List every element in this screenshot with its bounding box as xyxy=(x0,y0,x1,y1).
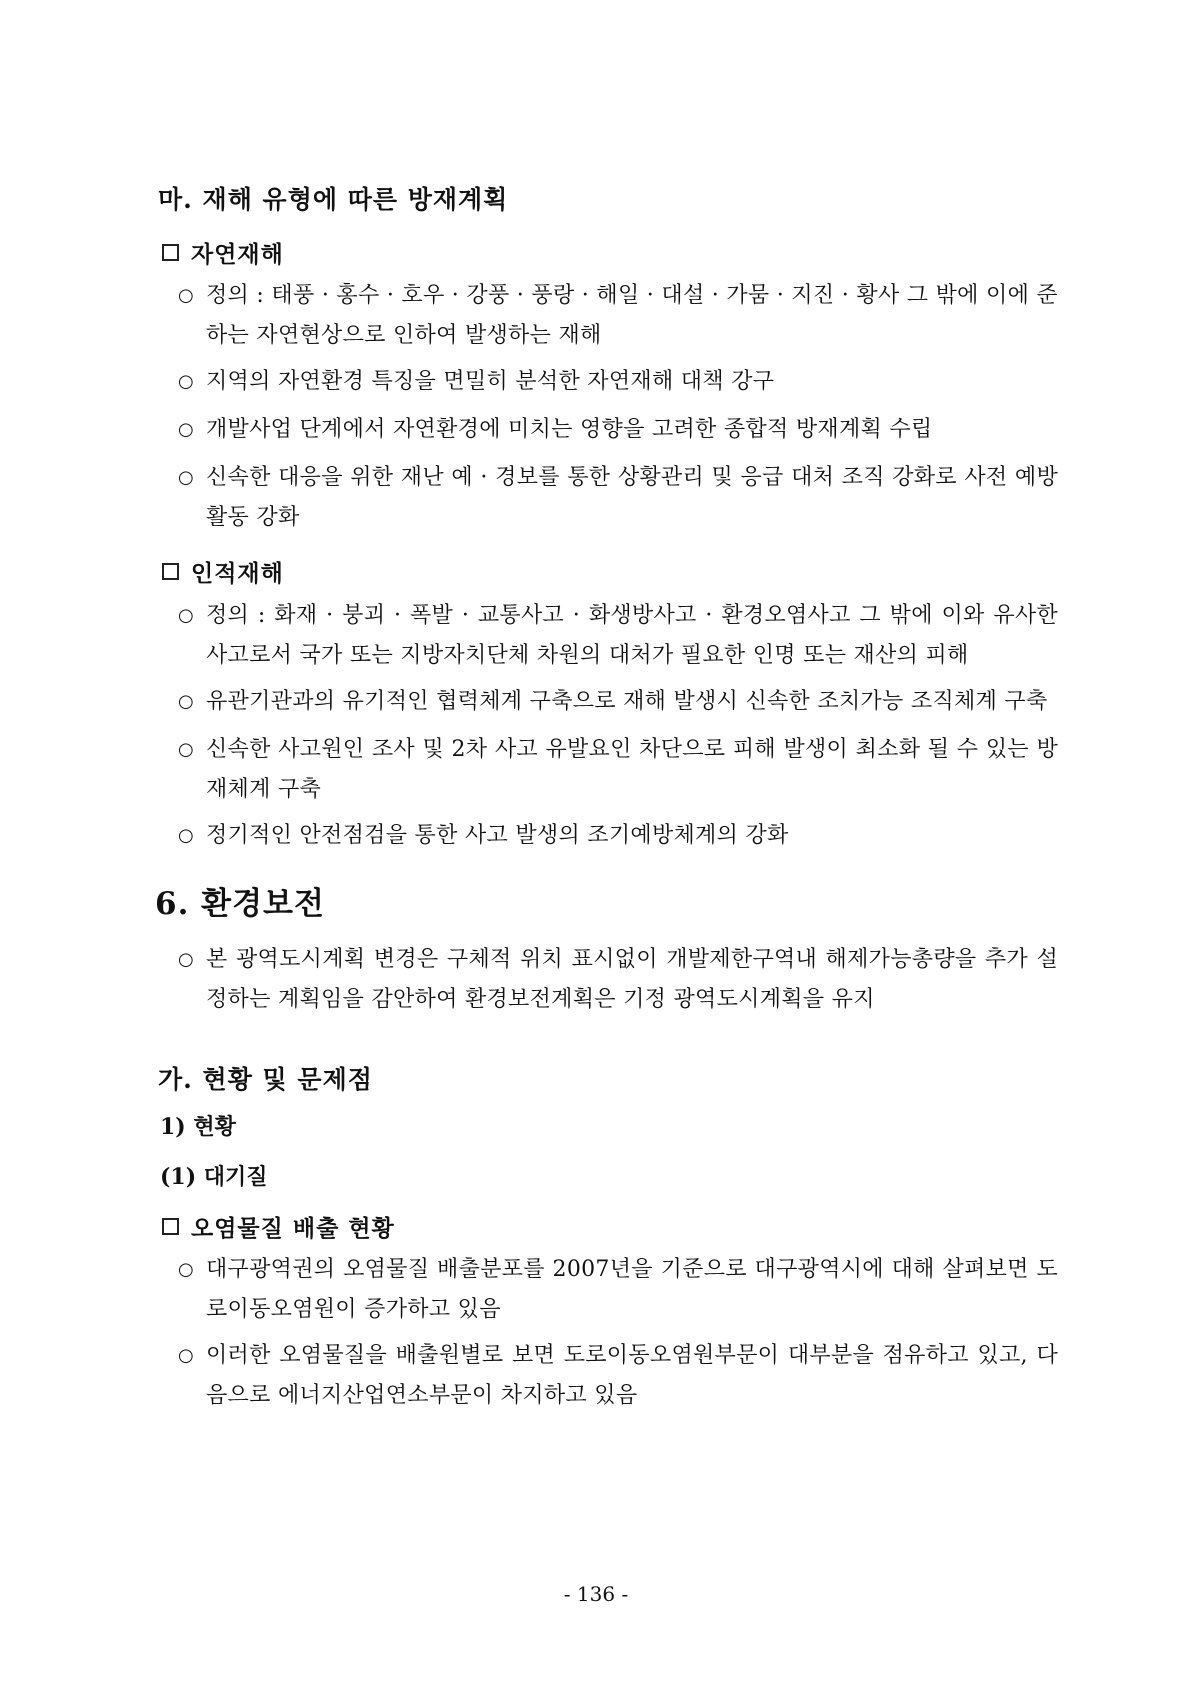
checkbox-square-icon xyxy=(162,244,179,261)
list-item xyxy=(178,682,1058,722)
circle-bullet-icon: ○ xyxy=(178,419,195,440)
list-item xyxy=(178,276,1058,356)
natural-disaster-heading-label: 자연재해 xyxy=(191,241,284,268)
list-item xyxy=(178,940,1058,1020)
list-item xyxy=(178,410,1058,450)
list-item-text: 본 광역도시계획 변경은 구체적 위치 표시없이 개발제한구역내 해제가능총량을 추가 설정하는 계획임을 감안하여 환경보전계획은 기정 광역도시계획을 유지 xyxy=(206,947,1058,1012)
pollution-heading xyxy=(162,1210,395,1243)
circle-bullet-icon: ○ xyxy=(178,691,195,712)
circle-bullet-icon: ○ xyxy=(178,371,195,392)
section-heading-6: 6. 환경보전 xyxy=(155,886,325,922)
list-item xyxy=(178,1336,1058,1416)
checkbox-square-icon xyxy=(162,1218,179,1235)
list-item xyxy=(178,730,1058,810)
circle-bullet-icon: ○ xyxy=(178,605,195,626)
list-item-text: 유관기관과의 유기적인 협력체계 구축으로 재해 발생시 신속한 조치가능 조직체계 구축 xyxy=(206,689,1048,714)
circle-bullet-icon: ○ xyxy=(178,467,195,488)
pollution-heading-label: 오염물질 배출 현황 xyxy=(191,1215,395,1242)
list-item-text: 신속한 대응을 위한 재난 예 · 경보를 통한 상황관리 및 응급 대처 조직 강화로 사전 예방활동 강화 xyxy=(206,465,1058,530)
list-item-text: 정의 : 태풍 · 홍수 · 호우 · 강풍 · 풍랑 · 해일 · 대설 · 가뭄 · 지진 · 황사 그 밖에 이에 준하는 자연현상으로 인하여 발생하는 재해 xyxy=(206,283,1058,348)
checkbox-square-icon xyxy=(162,563,179,580)
list-item xyxy=(178,362,1058,402)
subheading-air-quality: (1) 대기질 xyxy=(160,1164,268,1190)
list-item-text: 정의 : 화재 · 붕괴 · 폭발 · 교통사고 · 화생방사고 · 환경오염사고 그 밖에 이와 유사한 사고로서 국가 또는 지방자치단체 차원의 대처가 필요한 인명 또는 재산의 피해 xyxy=(206,603,1058,668)
list-item xyxy=(178,596,1058,676)
circle-bullet-icon: ○ xyxy=(178,739,195,760)
human-disaster-heading xyxy=(162,555,284,588)
list-item xyxy=(178,458,1058,538)
list-item-text: 이러한 오염물질을 배출원별로 보면 도로이동오염원부문이 대부분을 점유하고 있고, 다음으로 에너지산업연소부문이 차지하고 있음 xyxy=(206,1343,1058,1408)
natural-disaster-heading xyxy=(162,236,284,269)
list-item-text: 지역의 자연환경 특징을 면밀히 분석한 자연재해 대책 강구 xyxy=(206,369,775,394)
circle-bullet-icon: ○ xyxy=(178,1259,195,1280)
list-item xyxy=(178,816,1058,856)
circle-bullet-icon: ○ xyxy=(178,825,195,846)
list-item xyxy=(178,1250,1058,1330)
subheading-status: 1) 현황 xyxy=(160,1114,236,1140)
list-item-text: 신속한 사고원인 조사 및 2차 사고 유발요인 차단으로 피해 발생이 최소화 될 수 있는 방재체계 구축 xyxy=(206,737,1058,802)
list-item-text: 대구광역권의 오염물질 배출분포를 2007년을 기준으로 대구광역시에 대해 살펴보면 도로이동오염원이 증가하고 있음 xyxy=(206,1257,1058,1322)
list-item-text: 개발사업 단계에서 자연환경에 미치는 영향을 고려한 종합적 방재계획 수립 xyxy=(206,417,933,442)
circle-bullet-icon: ○ xyxy=(178,1345,195,1366)
circle-bullet-icon: ○ xyxy=(178,949,195,970)
section-heading-ma: 마. 재해 유형에 따른 방재계획 xyxy=(158,185,509,214)
human-disaster-heading-label: 인적재해 xyxy=(191,560,284,587)
circle-bullet-icon: ○ xyxy=(178,285,195,306)
page-number: - 136 - xyxy=(563,1582,629,1606)
list-item-text: 정기적인 안전점검을 통한 사고 발생의 조기예방체계의 강화 xyxy=(206,823,789,848)
section-heading-ga: 가. 현황 및 문제점 xyxy=(158,1065,373,1094)
